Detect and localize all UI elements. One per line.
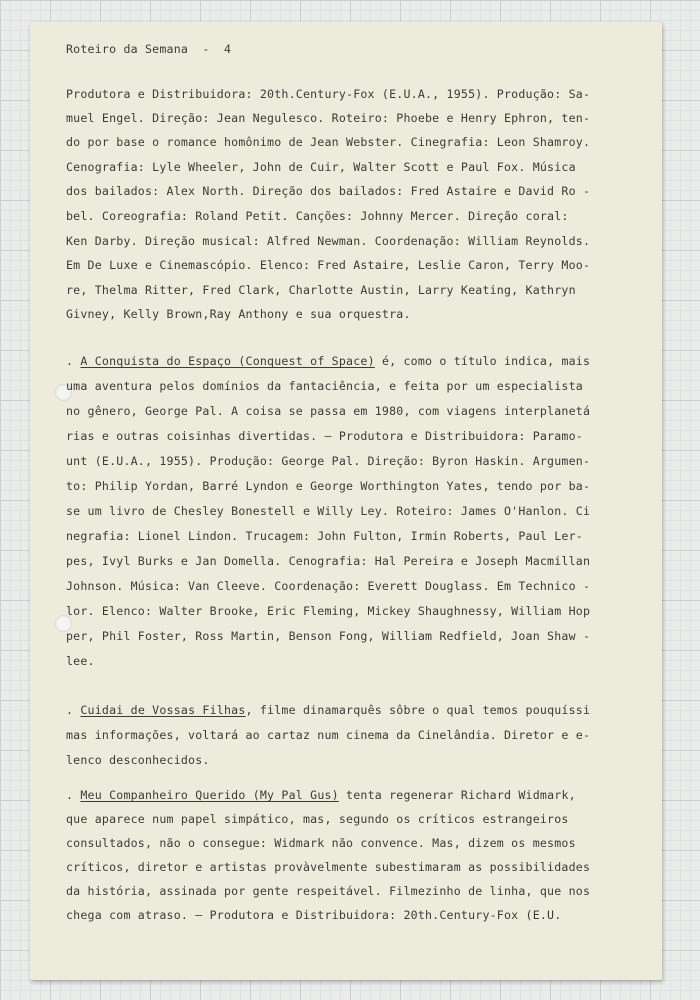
text-line: Johnson. Música: Van Cleeve. Coordenação: Everett Douglass. Em Technico - [66,579,591,593]
text-line: re, Thelma Ritter, Fred Clark, Charlotte Austin, Larry Keating, Kathryn [66,283,576,297]
text-line: bel. Coreografia: Roland Petit. Canções: Johnny Mercer. Direção coral: [66,209,569,223]
text-line: uma aventura pelos domínios da fantaciência, e feita por um especialista [66,379,583,393]
paragraph-first-line [66,788,576,802]
text-line: unt (E.U.A., 1955). Produção: George Pal. Direção: Byron Haskin. Argumen- [66,454,591,468]
text-line: Cenografia: Lyle Wheeler, John de Cuir, Walter Scott e Paul Fox. Música [66,160,576,174]
text-line: negrafia: Lionel Lindon. Trucagem: John Fulton, Irmin Roberts, Paul Ler- [66,529,583,543]
text-line: chega com atraso. — Produtora e Distribuidora: 20th.Century-Fox (E.U. [66,908,562,922]
paragraph-first-line [66,354,590,368]
text-line: pes, Ivyl Burks e Jan Domella. Cenografia: Hal Pereira e Joseph Macmillan [66,554,591,568]
text-line: Ken Darby. Direção musical: Alfred Newman. Coordenação: William Reynolds. [66,234,591,248]
text-line: lenco desconhecidos. [66,753,210,767]
text-line: se um livro de Chesley Bonestell e Willy Ley. Roteiro: James O'Hanlon. Ci [66,504,591,518]
text-line: consultados, não o consegue: Widmark não convence. Mas, dizem os mesmos [66,836,576,850]
paragraph-first-line [66,703,590,717]
text-line: dos bailados: Alex North. Direção dos bailados: Fred Astaire e David Ro - [66,184,591,198]
bullet-marker: . [66,354,74,368]
film-title: Meu Companheiro Querido (My Pal Gus) [80,788,339,802]
text-line: mas informações, voltará ao cartaz num cinema da Cinelândia. Diretor e e- [66,728,591,742]
text-line: Produtora e Distribuidora: 20th.Century-Fox (E.U.A., 1955). Produção: Sa- [66,87,591,101]
text-line: críticos, diretor e artistas provàvelmente subestimaram as possibilidades [66,860,591,874]
text-line: que aparece num papel simpático, mas, segundo os críticos estrangeiros [66,812,569,826]
film-title: Cuidai de Vossas Filhas [80,703,246,717]
text-line: lor. Elenco: Walter Brooke, Eric Fleming, Mickey Shaughnessy, William Hop [66,604,591,618]
text-fragment: , filme dinamarquês sôbre o qual temos pouquíssi [245,703,591,717]
film-title: A Conquista do Espaço (Conquest of Space) [80,354,375,368]
text-line: to: Philip Yordan, Barré Lyndon e George Worthington Yates, tendo por ba- [66,479,591,493]
text-line: rias e outras coisinhas divertidas. — Produtora e Distribuidora: Paramo- [66,429,583,443]
bullet-marker: . [66,788,74,802]
text-line: Em De Luxe e Cinemascópio. Elenco: Fred Astaire, Leslie Caron, Terry Moo- [66,258,591,272]
text-fragment: é, como o título indica, mais [374,354,591,368]
bullet-marker: . [66,703,74,717]
text-line: no gênero, George Pal. A coisa se passa em 1980, com viagens interplanetá [66,404,591,418]
text-fragment: tenta regenerar Richard Widmark, [338,788,576,802]
text-line: per, Phil Foster, Ross Martin, Benson Fong, William Redfield, Joan Shaw - [66,629,591,643]
text-line: muel Engel. Direção: Jean Negulesco. Roteiro: Phoebe e Henry Ephron, ten- [66,111,591,125]
text-line: da história, assinada por gente respeitável. Filmezinho de linha, que nos [66,884,591,898]
page-header: Roteiro da Semana - 4 [66,42,232,56]
text-line: do por base o romance homônimo de Jean Webster. Cinegrafia: Leon Shamroy. [66,135,591,149]
text-line: Givney, Kelly Brown,Ray Anthony e sua orquestra. [66,307,411,321]
text-line: lee. [66,654,95,668]
